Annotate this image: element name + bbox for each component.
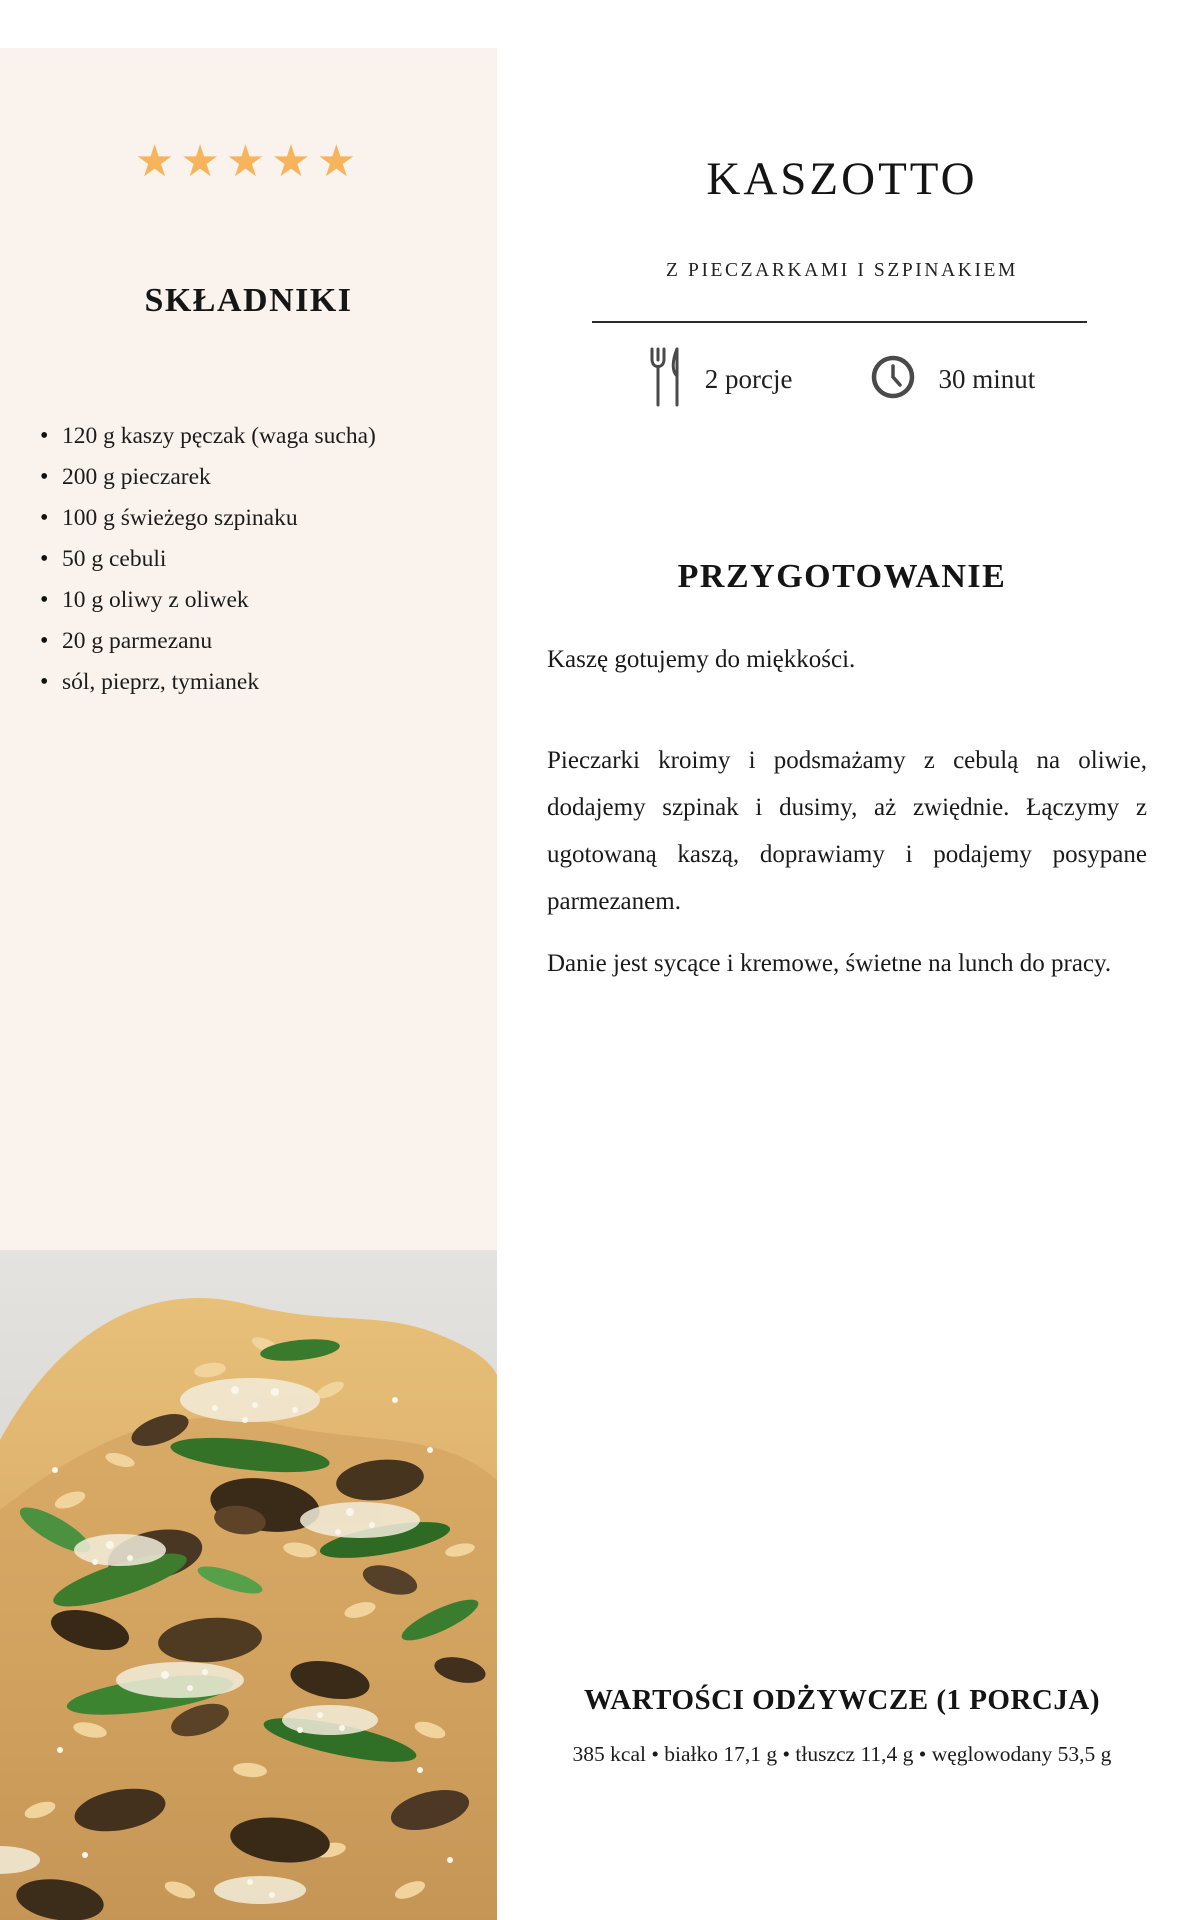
ingredients-title: SKŁADNIKI — [144, 282, 353, 319]
preparation-step: Pieczarki kroimy i podsmażamy z cebulą na oliwie, dodajemy szpinak i dusimy, aż zwiędnie. Łączymy z ugotowaną kaszą, doprawiamy i podajemy posypane parmezanem. — [547, 747, 1147, 915]
clock-icon — [870, 354, 916, 405]
ingredient-item: • 200 g pieczarek — [40, 457, 479, 498]
recipe-subtitle: Z PIECZARKAMI I SZPINAKIEM — [666, 260, 1018, 281]
ingredient-item: • 20 g parmezanu — [40, 621, 479, 662]
recipe-title: KASZOTTO — [706, 153, 978, 205]
servings-meta — [649, 346, 793, 413]
servings-label: 2 porcje — [704, 364, 793, 394]
ingredient-item: • sól, pieprz, tymianek — [40, 662, 479, 703]
dish-photo — [0, 1250, 497, 1920]
time-label: 30 minut — [938, 364, 1036, 394]
preparation-step: Kaszę gotujemy do miękkości. — [547, 646, 856, 673]
divider-line — [592, 321, 1087, 323]
nutrition-title: WARTOŚCI ODŻYWCZE (1 PORCJA) — [584, 1684, 1100, 1716]
ingredient-item: • 120 g kaszy pęczak (waga sucha) — [40, 416, 479, 457]
preparation-title: PRZYGOTOWANIE — [677, 558, 1007, 595]
ingredients-list — [40, 416, 479, 703]
nutrition-values: 385 kcal • białko 17,1 g • tłuszcz 11,4 g • węglowodany 53,5 g — [572, 1742, 1112, 1766]
ingredient-item: • 50 g cebuli — [40, 539, 479, 580]
preparation-step: Danie jest sycące i kremowe, świetne na lunch do pracy. — [547, 950, 1112, 977]
ingredient-item: • 100 g świeżego szpinaku — [40, 498, 479, 539]
ingredients-sidebar — [0, 48, 497, 1250]
rating-stars-icon: ★★★★★ — [134, 136, 363, 187]
time-meta — [870, 354, 1035, 405]
fork-and-knife-icon — [649, 346, 683, 413]
ingredient-item: • 10 g oliwy z oliwek — [40, 580, 479, 621]
recipe-main — [497, 0, 1203, 1920]
recipe-meta-row — [497, 346, 1187, 413]
